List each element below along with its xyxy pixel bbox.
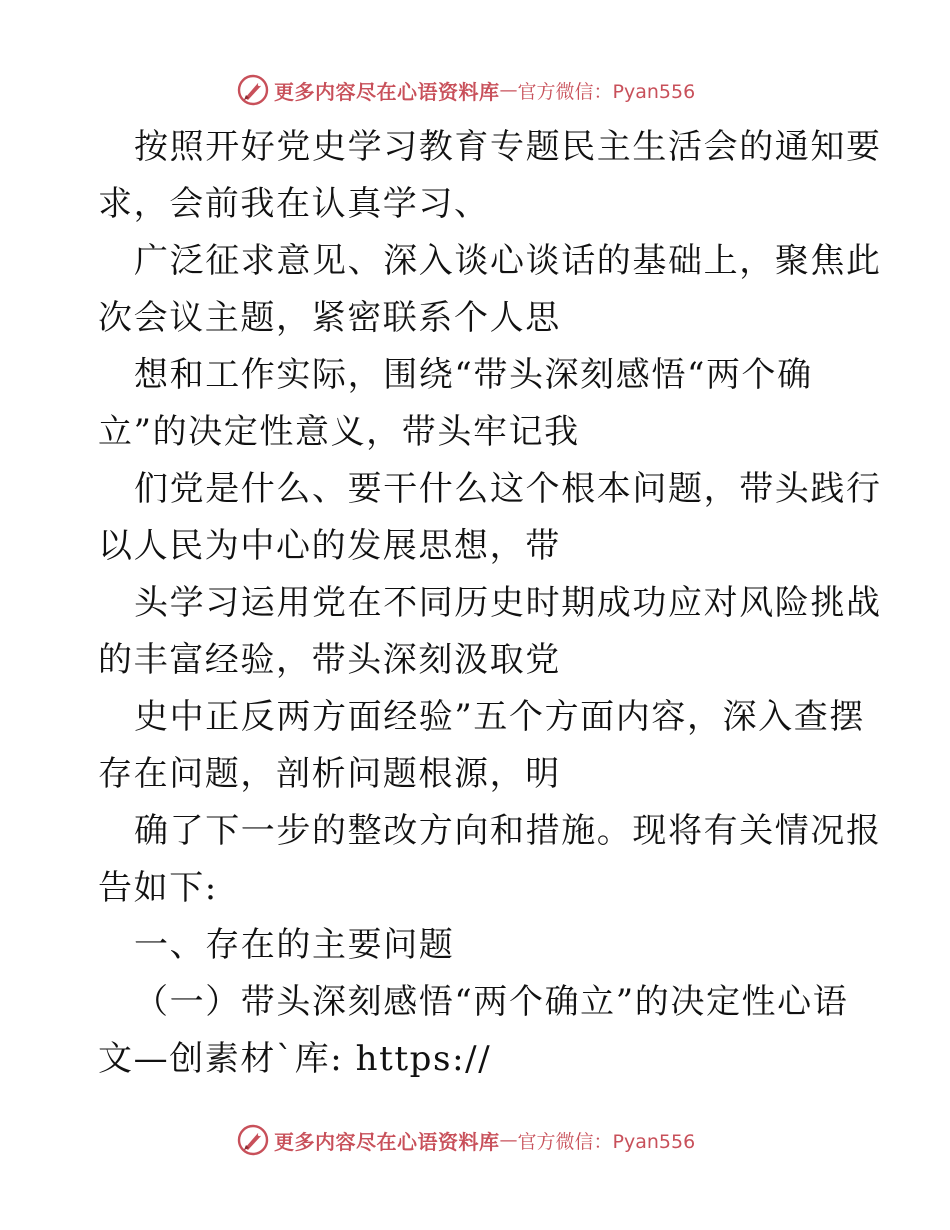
- paragraph-line: 们党是什么、要干什么这个根本问题，带头践行: [134, 469, 882, 509]
- watermark-brand: 更多内容尽在心语资料库: [274, 79, 500, 104]
- watermark-wechat: 官方微信：Pyan556: [517, 80, 696, 103]
- paragraph-line: 文—创素材`库: https://: [98, 1039, 492, 1079]
- section-heading: 一、存在的主要问题: [134, 925, 455, 965]
- paragraph-line: 存在问题，剖析问题根源，明: [98, 754, 561, 794]
- watermark-wechat: 官方微信：Pyan556: [517, 1130, 696, 1153]
- watermark-separator: —: [499, 79, 518, 101]
- pen-logo-icon: [236, 1123, 270, 1157]
- paragraph-line: 告如下:: [98, 868, 218, 908]
- watermark-brand: 更多内容尽在心语资料库: [274, 1129, 500, 1154]
- watermark-footer: [236, 1122, 695, 1158]
- document-body: [98, 119, 882, 1088]
- pen-logo-icon: [236, 73, 270, 107]
- watermark-header: [236, 72, 695, 108]
- paragraph-line: 史中正反两方面经验”五个方面内容，深入查摆: [134, 697, 865, 737]
- paragraph-line: 求，会前我在认真学习、: [98, 184, 490, 224]
- paragraph-line: 立”的决定性意义，带头牢记我: [98, 412, 580, 452]
- watermark-separator: —: [499, 1129, 518, 1151]
- paragraph-line: 头学习运用党在不同历史时期成功应对风险挑战: [134, 583, 882, 623]
- paragraph-line: 广泛征求意见、深入谈心谈话的基础上，聚焦此: [134, 241, 882, 281]
- paragraph-line: 的丰富经验，带头深刻汲取党: [98, 640, 561, 680]
- paragraph-line: 以人民为中心的发展思想，带: [98, 526, 561, 566]
- paragraph-line: 按照开好党史学习教育专题民主生活会的通知要: [134, 127, 882, 167]
- subsection-heading: （一）带头深刻感悟“两个确立”的决定性心语: [134, 982, 849, 1022]
- paragraph-line: 想和工作实际，围绕“带头深刻感悟“两个确: [134, 355, 813, 395]
- paragraph-line: 确了下一步的整改方向和措施。现将有关情况报: [134, 811, 882, 851]
- paragraph-line: 次会议主题，紧密联系个人思: [98, 298, 561, 338]
